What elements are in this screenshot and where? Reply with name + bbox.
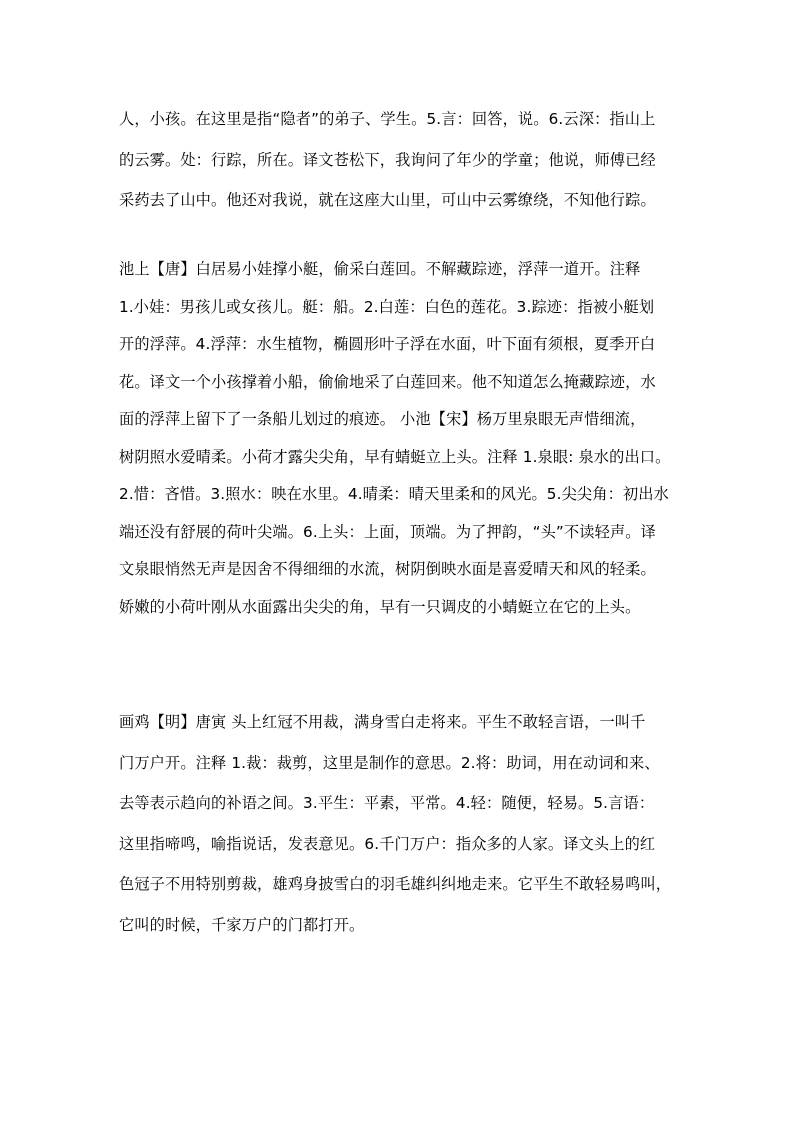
text-line: 端还没有舒展的荷叶尖端。6.上头：上面，顶端。为了押韵，“头”不读轻声。译 — [119, 522, 656, 541]
text-line: 花。译文一个小孩撑着小船，偷偷地采了白莲回来。他不知道怎么掩藏踪迹，水 — [119, 372, 656, 391]
text-line: 画鸡【明】唐寅 头上红冠不用裁，满身雪白走将来。平生不敢轻言语，一叫千 — [119, 713, 646, 731]
text-line: 门万户开。注释 1.裁：裁剪，这里是制作的意思。2.将：助词，用在动词和来、 — [119, 753, 660, 772]
text-line: 人，小孩。在这里是指“隐者”的弟子、学生。5.言：回答，说。6.云深：指山上 — [119, 110, 656, 128]
text-line: 它叫的时候，千家万户的门都打开。 — [119, 915, 365, 934]
text-line: 面的浮萍上留下了一条船儿划过的痕迹。 小池【宋】杨万里泉眼无声惜细流， — [119, 410, 646, 428]
text-line: 色冠子不用特别剪裁，雄鸡身披雪白的羽毛雄纠纠地走来。它平生不敢轻易鸣叫， — [119, 875, 672, 894]
text-line: 去等表示趋向的补语之间。3.平生：平素，平常。4.轻：随便，轻易。5.言语： — [119, 794, 655, 813]
text-line: 2.惜：吝惜。3.照水：映在水里。4.晴柔：晴天里柔和的风光。5.尖尖角：初出水 — [119, 485, 669, 503]
text-line: 这里指啼鸣，喻指说话，发表意见。6.千门万户：指众多的人家。译文头上的红 — [119, 834, 656, 853]
paragraph-huaji — [119, 702, 699, 946]
paragraph-xunyinzhe-notes — [119, 99, 699, 221]
text-line: 1.小娃：男孩儿或女孩儿。艇：船。2.白莲：白色的莲花。3.踪迹：指被小艇划 — [119, 297, 655, 316]
text-line: 采药去了山中。他还对我说，就在这座大山里，可山中云雾缭绕，不知他行踪。 — [119, 191, 656, 209]
text-line: 文泉眼悄然无声是因舍不得细细的水流，树阴倒映水面是喜爱晴天和风的轻柔。 — [119, 560, 656, 578]
text-line: 树阴照水爱晴柔。小荷才露尖尖角，早有蜻蜓立上头。注释 1.泉眼: 泉水的出口。 — [119, 447, 671, 466]
paragraph-chishang-xiaochi — [119, 251, 699, 626]
text-line: 池上【唐】白居易小娃撑小艇，偷采白莲回。不解藏踪迹，浮萍一道开。注释 — [119, 260, 641, 278]
text-line: 娇嫩的小荷叶刚从水面露出尖尖的角，早有一只调皮的小蜻蜓立在它的上头。 — [119, 597, 641, 616]
text-line: 的云雾。处：行踪，所在。译文苍松下，我询问了年少的学童；他说，师傅已经 — [119, 150, 656, 169]
text-line: 开的浮萍。4.浮萍：水生植物，椭圆形叶子浮在水面，叶下面有须根，夏季开白 — [119, 335, 656, 353]
